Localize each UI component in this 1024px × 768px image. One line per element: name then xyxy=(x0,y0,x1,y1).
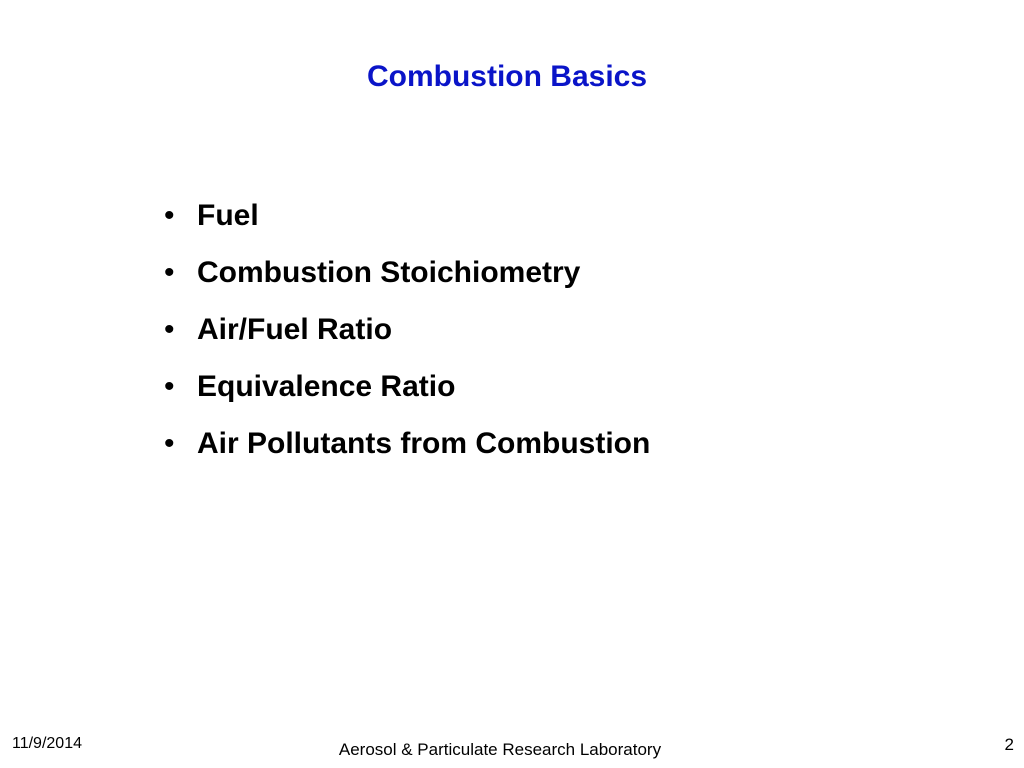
bullet-item-fuel xyxy=(160,196,650,236)
bullet-dot-icon: • xyxy=(164,427,175,460)
footer-page-number: 2 xyxy=(1004,735,1014,754)
bullet-dot-icon: • xyxy=(164,199,175,232)
bullet-item-equivalence-ratio xyxy=(160,367,650,407)
bullet-text: Air Pollutants from Combustion xyxy=(197,427,651,460)
bullet-item-air-pollutants xyxy=(160,424,650,464)
bullet-text: Fuel xyxy=(197,199,259,232)
slide-title: Combustion Basics xyxy=(366,60,648,93)
bullet-item-combustion-stoichiometry xyxy=(160,253,650,293)
footer-organization: Aerosol & Particulate Research Laboratory xyxy=(338,740,662,759)
bullet-item-air-fuel-ratio xyxy=(160,310,650,350)
bullet-dot-icon: • xyxy=(164,313,175,346)
footer-date: 11/9/2014 xyxy=(12,735,82,752)
bullet-text: Combustion Stoichiometry xyxy=(197,256,581,289)
bullet-list xyxy=(160,196,650,481)
bullet-text: Air/Fuel Ratio xyxy=(197,313,393,346)
bullet-text: Equivalence Ratio xyxy=(197,370,456,403)
bullet-dot-icon: • xyxy=(164,256,175,289)
bullet-dot-icon: • xyxy=(164,370,175,403)
